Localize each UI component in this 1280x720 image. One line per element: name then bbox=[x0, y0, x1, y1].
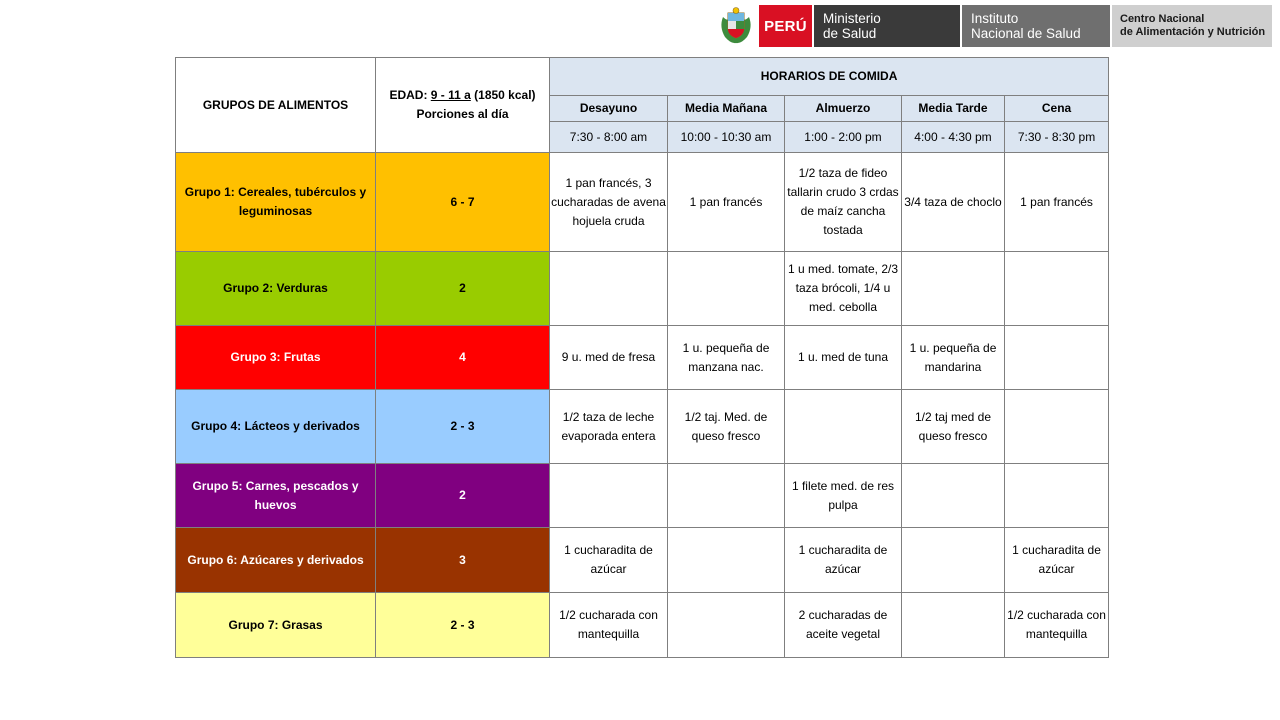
peru-logo bbox=[759, 5, 812, 47]
meal-cell: 1/2 cucharada con mantequilla bbox=[550, 593, 668, 658]
meal-cell: 1 pan francés, 3 cucharadas de avena hojuela cruda bbox=[550, 153, 668, 252]
table-row bbox=[176, 326, 1109, 390]
table-row bbox=[176, 252, 1109, 326]
group-name: Grupo 7: Grasas bbox=[176, 593, 376, 658]
group-portions: 2 - 3 bbox=[376, 593, 550, 658]
institute-logo bbox=[960, 5, 1110, 47]
meal-header: Cena bbox=[1005, 96, 1109, 122]
group-name: Grupo 5: Carnes, pescados y huevos bbox=[176, 464, 376, 528]
meal-plan-table bbox=[175, 57, 1109, 658]
institute-line1: Instituto bbox=[971, 11, 1019, 26]
table-row bbox=[176, 464, 1109, 528]
group-portions: 6 - 7 bbox=[376, 153, 550, 252]
meal-cell: 1/2 taj med de queso fresco bbox=[902, 390, 1005, 464]
meal-header: Media Tarde bbox=[902, 96, 1005, 122]
table-row bbox=[176, 153, 1109, 252]
meal-cell: 1 u med. tomate, 2/3 taza brócoli, 1/4 u med. cebolla bbox=[785, 252, 902, 326]
meal-cell bbox=[550, 464, 668, 528]
age-value: 9 - 11 a bbox=[430, 88, 471, 102]
meal-cell: 1 cucharadita de azúcar bbox=[550, 528, 668, 593]
groups-header: GRUPOS DE ALIMENTOS bbox=[176, 58, 376, 153]
age-line bbox=[377, 86, 548, 105]
header-row-1 bbox=[176, 58, 1109, 96]
meal-cell: 1 cucharadita de azúcar bbox=[785, 528, 902, 593]
meal-time: 10:00 - 10:30 am bbox=[668, 122, 785, 153]
institution-logo-strip bbox=[713, 5, 1272, 47]
meal-cell: 9 u. med de fresa bbox=[550, 326, 668, 390]
meal-cell bbox=[668, 528, 785, 593]
center-line1: Centro Nacional bbox=[1120, 13, 1205, 25]
group-name: Grupo 3: Frutas bbox=[176, 326, 376, 390]
meal-header: Almuerzo bbox=[785, 96, 902, 122]
center-line2: de Alimentación y Nutrición bbox=[1120, 26, 1266, 38]
meal-cell bbox=[902, 593, 1005, 658]
meal-cell: 1/2 cucharada con mantequilla bbox=[1005, 593, 1109, 658]
meal-cell bbox=[902, 252, 1005, 326]
meal-header: Media Mañana bbox=[668, 96, 785, 122]
coat-of-arms-icon bbox=[713, 5, 759, 47]
ministry-line2: de Salud bbox=[823, 26, 877, 41]
meal-cell: 1 u. pequeña de manzana nac. bbox=[668, 326, 785, 390]
group-name: Grupo 4: Lácteos y derivados bbox=[176, 390, 376, 464]
meal-cell bbox=[1005, 390, 1109, 464]
ministry-line1: Ministerio bbox=[823, 11, 881, 26]
meal-cell bbox=[668, 593, 785, 658]
institute-line2: Nacional de Salud bbox=[971, 26, 1081, 41]
group-name: Grupo 6: Azúcares y derivados bbox=[176, 528, 376, 593]
meal-cell bbox=[668, 464, 785, 528]
meal-cell: 1 pan francés bbox=[1005, 153, 1109, 252]
portions-label: Porciones al día bbox=[416, 107, 509, 121]
meal-cell bbox=[902, 528, 1005, 593]
group-name: Grupo 1: Cereales, tubérculos y leguminosas bbox=[176, 153, 376, 252]
age-portions-header bbox=[376, 58, 550, 153]
group-portions: 4 bbox=[376, 326, 550, 390]
table-row bbox=[176, 528, 1109, 593]
group-portions: 2 - 3 bbox=[376, 390, 550, 464]
age-prefix: EDAD: bbox=[389, 88, 428, 102]
meal-cell bbox=[785, 390, 902, 464]
meal-cell: 1 u. pequeña de mandarina bbox=[902, 326, 1005, 390]
table-row bbox=[176, 593, 1109, 658]
schedule-header: HORARIOS DE COMIDA bbox=[550, 58, 1109, 96]
meal-cell: 1 filete med. de res pulpa bbox=[785, 464, 902, 528]
meal-header: Desayuno bbox=[550, 96, 668, 122]
group-portions: 2 bbox=[376, 464, 550, 528]
ministry-logo bbox=[812, 5, 960, 47]
meal-time: 7:30 - 8:30 pm bbox=[1005, 122, 1109, 153]
group-name: Grupo 2: Verduras bbox=[176, 252, 376, 326]
meal-cell: 1 u. med de tuna bbox=[785, 326, 902, 390]
meal-cell: 1 pan francés bbox=[668, 153, 785, 252]
age-kcal: (1850 kcal) bbox=[474, 88, 536, 102]
meal-time: 4:00 - 4:30 pm bbox=[902, 122, 1005, 153]
meal-cell: 3/4 taza de choclo bbox=[902, 153, 1005, 252]
meal-cell bbox=[1005, 464, 1109, 528]
meal-cell: 1 cucharadita de azúcar bbox=[1005, 528, 1109, 593]
meal-cell: 1/2 taza de fideo tallarin crudo 3 crdas de maíz cancha tostada bbox=[785, 153, 902, 252]
table-row bbox=[176, 390, 1109, 464]
meal-time: 7:30 - 8:00 am bbox=[550, 122, 668, 153]
meal-time: 1:00 - 2:00 pm bbox=[785, 122, 902, 153]
meal-cell: 2 cucharadas de aceite vegetal bbox=[785, 593, 902, 658]
group-portions: 2 bbox=[376, 252, 550, 326]
peru-label: PERÚ bbox=[764, 17, 807, 35]
meal-cell bbox=[902, 464, 1005, 528]
meal-cell bbox=[550, 252, 668, 326]
center-logo bbox=[1110, 5, 1272, 47]
group-portions: 3 bbox=[376, 528, 550, 593]
meal-cell: 1/2 taza de leche evaporada entera bbox=[550, 390, 668, 464]
meal-cell bbox=[1005, 326, 1109, 390]
meal-cell: 1/2 taj. Med. de queso fresco bbox=[668, 390, 785, 464]
meal-cell bbox=[668, 252, 785, 326]
meal-cell bbox=[1005, 252, 1109, 326]
